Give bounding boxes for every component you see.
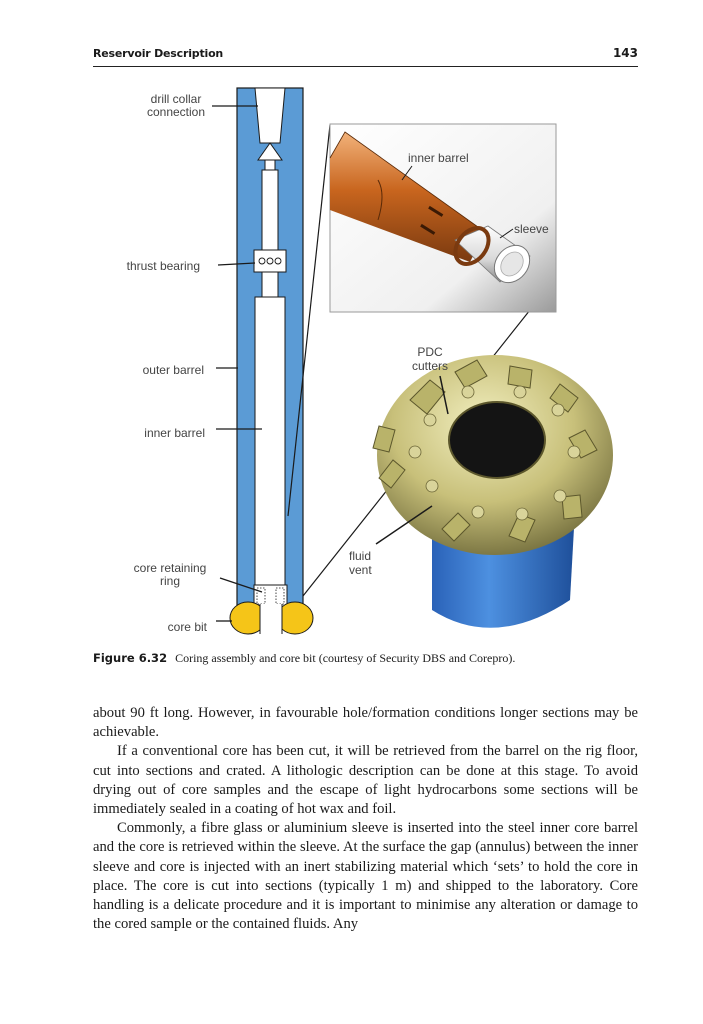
core-bit-throat	[260, 604, 282, 634]
paragraph: Commonly, a fibre glass or aluminium sleeve is inserted into the steel inner core barrel and the core is retrieved within the sleeve. At the surface the gap (annulus) between the inner sleeve and core is injected with an inert stabilizing material which ‘sets’ to hold the core in place. The core is cut into sections (typically 1 m) and shipped to the laboratory. Core handling is a delicate procedure and it is important to minimise any alteration or damage to the cored sample or the contained fluids. Any	[93, 820, 638, 933]
page-number: 143	[612, 46, 638, 60]
pdc-cutter	[462, 386, 474, 398]
pdc-cutters-label: cutters	[411, 359, 449, 373]
fluid-vent-label: vent	[349, 563, 372, 577]
pdc-cutter	[552, 404, 564, 416]
bearing-ball	[259, 258, 265, 264]
bearing-ball	[267, 258, 273, 264]
pdc-cutter	[409, 446, 421, 458]
outer-barrel-label: outer barrel	[142, 363, 204, 377]
figure-caption-text: Coring assembly and core bit (courtesy of Security DBS and Corepro).	[175, 651, 516, 665]
drill-collar-connection	[255, 88, 285, 143]
core-barrel-schematic	[230, 88, 313, 634]
inset-inner-barrel-label: inner barrel	[408, 151, 469, 165]
fluid-vent-label: fluid	[349, 549, 372, 563]
core-retaining-ring-label: core retaining	[133, 561, 207, 575]
left-labels	[127, 92, 208, 634]
pdc-cutter	[426, 480, 438, 492]
paragraph: If a conventional core has been cut, it will be retrieved from the barrel on the rig floor, cut into sections and crated. A lithologic description can be done at this stage. To avoid drying out of core samples and the escape of light hydrocarbons some sections will be immediately sealed in a coating of hot wax and foil.	[93, 743, 638, 818]
swivel-shaft	[262, 170, 278, 250]
figure-number: Figure 6.32	[93, 651, 168, 665]
pdc-cutter	[554, 490, 566, 502]
drill-collar-label: connection	[146, 105, 206, 119]
pdc-cutter	[514, 386, 526, 398]
core-retaining-ring-label: ring	[159, 574, 181, 588]
core-bit-label: core bit	[167, 620, 207, 634]
thrust-bearing-label: thrust bearing	[126, 259, 200, 273]
retaining-ring-insert	[276, 588, 284, 604]
drill-collar-label: drill collar	[150, 92, 202, 106]
body-text	[93, 704, 638, 934]
paragraph: about 90 ft long. However, in favourable hole/formation conditions longer sections may be achievable.	[93, 705, 638, 741]
pdc-cutter	[472, 506, 484, 518]
pdc-cutter	[516, 508, 528, 520]
swivel-neck	[265, 160, 275, 170]
pdc-cutter	[424, 414, 436, 426]
figure-caption	[93, 651, 638, 666]
inset-sleeve-label: sleeve	[514, 222, 549, 236]
pdc-core-bit-illustration	[373, 355, 613, 628]
bearing-stem	[262, 272, 278, 297]
inner-barrel-label: inner barrel	[144, 426, 205, 440]
pdc-cutter	[568, 446, 580, 458]
pdc-cutters-label: PDC	[417, 345, 443, 359]
inner-barrel-body	[255, 297, 285, 585]
pdc-cutter-blade	[508, 366, 532, 388]
bearing-ball	[275, 258, 281, 264]
running-title: Reservoir Description	[93, 47, 224, 60]
